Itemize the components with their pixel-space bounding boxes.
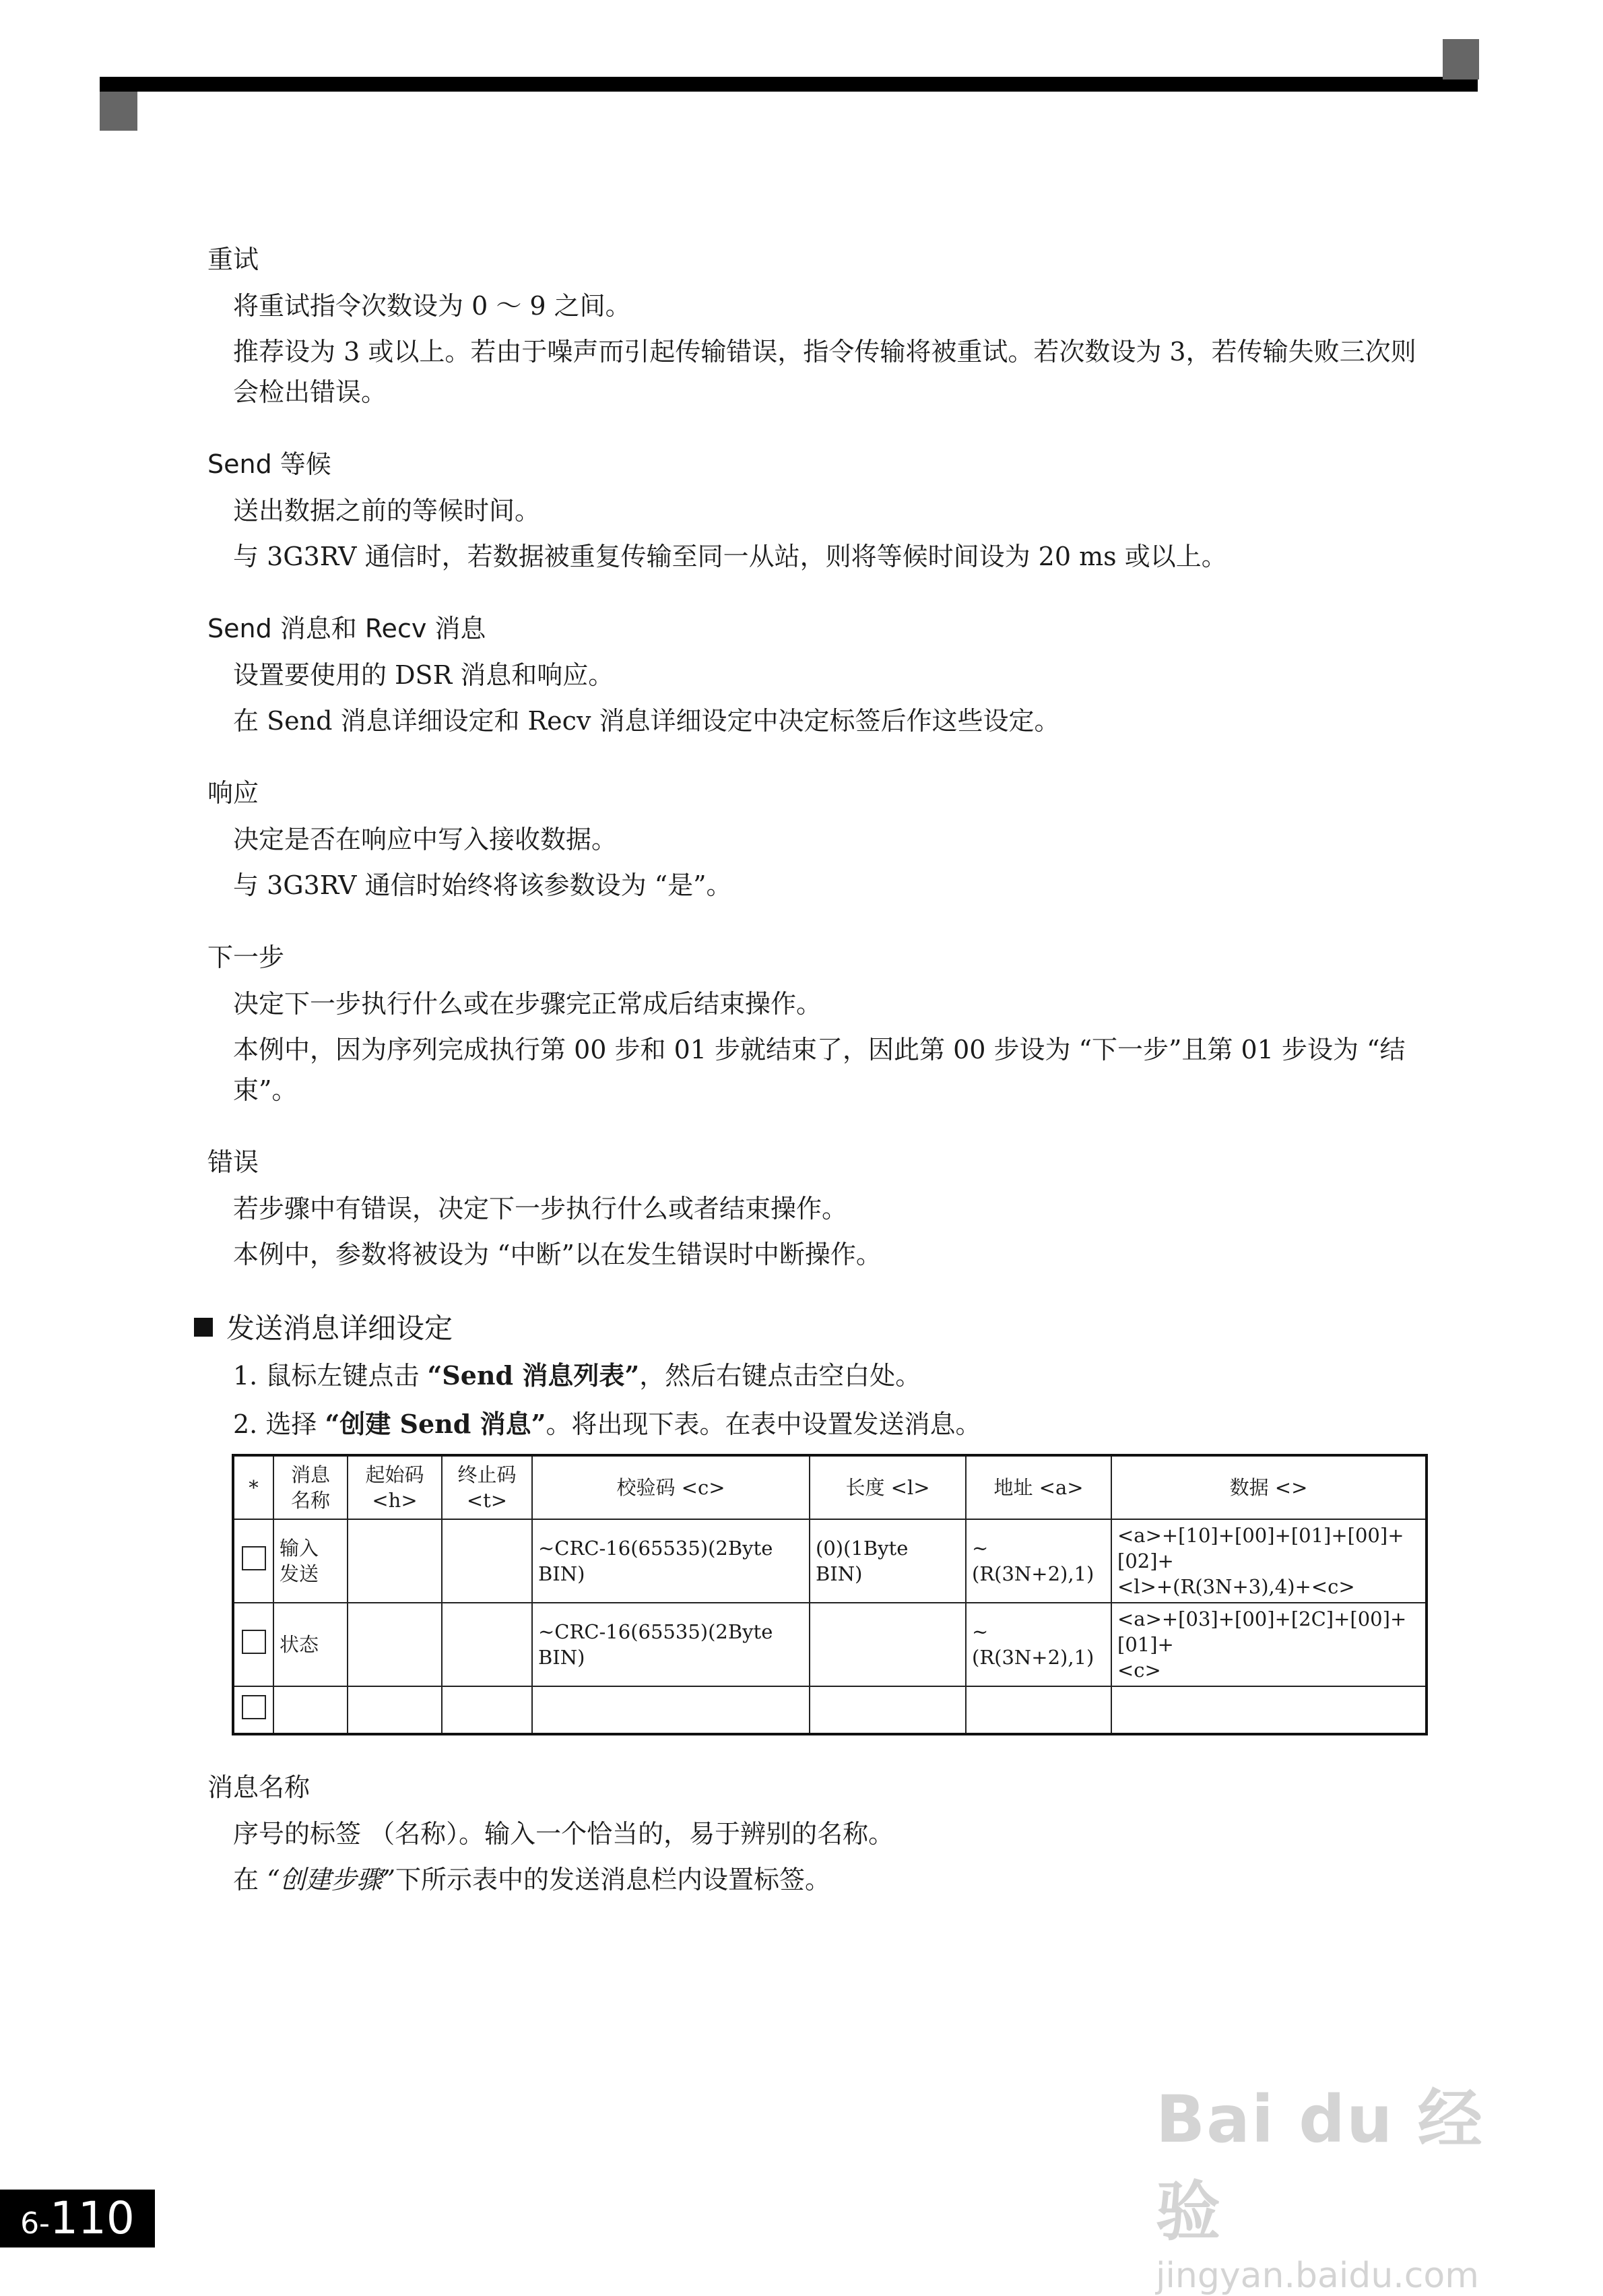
row-checkbox[interactable] bbox=[242, 1695, 266, 1719]
cell-check-code[interactable]: ~CRC-16(65535)(2Byte BIN) bbox=[532, 1519, 810, 1603]
header-square-right bbox=[1443, 39, 1479, 79]
paragraph: 设置要使用的 DSR 消息和响应。 bbox=[233, 660, 614, 690]
cell-name[interactable] bbox=[273, 1686, 348, 1734]
section-title-send-wait: Send 等候 bbox=[207, 449, 331, 479]
cell-check-code[interactable]: ~CRC-16(65535)(2Byte BIN) bbox=[532, 1603, 810, 1686]
section-title-retry: 重试 bbox=[207, 245, 259, 274]
paragraph: 在 Send 消息详细设定和 Recv 消息详细设定中决定标签后作这些设定。 bbox=[233, 706, 1060, 736]
cell-data[interactable]: <a>+[03]+[00]+[2C]+[00]+[01]+ <c> bbox=[1111, 1603, 1427, 1686]
step-1: 1. 鼠标左键点击 “Send 消息列表”，然后右键点击空白处。 bbox=[233, 1360, 921, 1391]
step-2: 2. 选择 “创建 Send 消息”。将出现下表。在表中设置发送消息。 bbox=[233, 1409, 981, 1439]
section-title-next-step: 下一步 bbox=[207, 943, 285, 972]
paragraph: 将重试指令次数设为 0 ～ 9 之间。 bbox=[233, 291, 631, 321]
paragraph: 送出数据之前的等候时间。 bbox=[233, 496, 541, 525]
cell-data[interactable] bbox=[1111, 1686, 1427, 1734]
cell-end-code[interactable] bbox=[442, 1603, 532, 1686]
cell-length[interactable] bbox=[810, 1603, 966, 1686]
paragraph: 本例中，参数将被设为 “中断”以在发生错误时中断操作。 bbox=[233, 1240, 882, 1269]
cell-name[interactable]: 状态 bbox=[273, 1603, 348, 1686]
col-address: 地址 <a> bbox=[966, 1455, 1111, 1519]
col-end-code: 终止码 <t> bbox=[442, 1455, 532, 1519]
page-number: 6-110 bbox=[0, 2190, 155, 2247]
page-content bbox=[207, 229, 1433, 1900]
paragraph: 与 3G3RV 通信时始终将该参数设为 “是”。 bbox=[233, 870, 732, 900]
paragraph: 若步骤中有错误，决定下一步执行什么或者结束操作。 bbox=[233, 1194, 848, 1223]
paragraph: 推荐设为 3 或以上。若由于噪声而引起传输错误，指令传输将被重试。若次数设为 3，若传输失败三次则会检出错误。 bbox=[233, 337, 1416, 407]
cell-start-code[interactable] bbox=[348, 1603, 442, 1686]
col-data: 数据 <> bbox=[1111, 1455, 1427, 1519]
paragraph: 序号的标签 （名称）。输入一个恰当的，易于辨别的名称。 bbox=[233, 1819, 894, 1849]
col-star: * bbox=[233, 1455, 273, 1519]
cell-start-code[interactable] bbox=[348, 1686, 442, 1734]
paragraph: 本例中，因为序列完成执行第 00 步和 01 步就结束了，因此第 00 步设为 “下一步”且第 01 步设为 “结束”。 bbox=[233, 1035, 1406, 1105]
cell-end-code[interactable] bbox=[442, 1519, 532, 1603]
cell-address[interactable]: ~(R(3N+2),1) bbox=[966, 1603, 1111, 1686]
paragraph: 在 “创建步骤”下所示表中的发送消息栏内设置标签。 bbox=[233, 1865, 830, 1894]
section-title-send-recv: Send 消息和 Recv 消息 bbox=[207, 614, 486, 643]
table-row[interactable] bbox=[233, 1686, 1427, 1734]
section-title-response: 响应 bbox=[207, 778, 259, 808]
cell-address[interactable]: ~(R(3N+2),1) bbox=[966, 1519, 1111, 1603]
cell-data[interactable]: <a>+[10]+[00]+[01]+[00]+[02]+ <l>+(R(3N+3),4)+<c> bbox=[1111, 1519, 1427, 1603]
section-title-message-name: 消息名称 bbox=[207, 1773, 310, 1802]
cell-start-code[interactable] bbox=[348, 1519, 442, 1603]
table-row[interactable] bbox=[233, 1519, 1427, 1603]
row-checkbox[interactable] bbox=[242, 1630, 266, 1654]
cell-length[interactable] bbox=[810, 1686, 966, 1734]
paragraph: 决定下一步执行什么或在步骤完正常成后结束操作。 bbox=[233, 989, 822, 1019]
baidu-jingyan-watermark bbox=[1156, 2068, 1519, 2296]
paragraph: 与 3G3RV 通信时，若数据被重复传输至同一从站，则将等候时间设为 20 ms 或以上。 bbox=[233, 542, 1227, 571]
cell-length[interactable]: (0)(1Byte BIN) bbox=[810, 1519, 966, 1603]
cell-name[interactable]: 输入 发送 bbox=[273, 1519, 348, 1603]
watermark-logo: Bai du 经验 bbox=[1156, 2082, 1484, 2250]
send-message-table bbox=[232, 1454, 1428, 1735]
square-bullet-icon bbox=[194, 1318, 213, 1337]
col-length: 长度 <l> bbox=[810, 1455, 966, 1519]
watermark-url: jingyan.baidu.com bbox=[1156, 2256, 1479, 2296]
col-message-name: 消息 名称 bbox=[273, 1455, 348, 1519]
col-check-code: 校验码 <c> bbox=[532, 1455, 810, 1519]
table-header-row bbox=[233, 1455, 1427, 1519]
cell-end-code[interactable] bbox=[442, 1686, 532, 1734]
paragraph: 决定是否在响应中写入接收数据。 bbox=[233, 825, 618, 854]
col-start-code: 起始码 <h> bbox=[348, 1455, 442, 1519]
header-square-left bbox=[100, 92, 137, 131]
row-checkbox[interactable] bbox=[242, 1546, 266, 1570]
section-title-error: 错误 bbox=[207, 1147, 259, 1177]
header-rule bbox=[100, 77, 1478, 92]
cell-address[interactable] bbox=[966, 1686, 1111, 1734]
send-detail-heading: 发送消息详细设定 bbox=[194, 1310, 1433, 1347]
cell-check-code[interactable] bbox=[532, 1686, 810, 1734]
table-row[interactable] bbox=[233, 1603, 1427, 1686]
